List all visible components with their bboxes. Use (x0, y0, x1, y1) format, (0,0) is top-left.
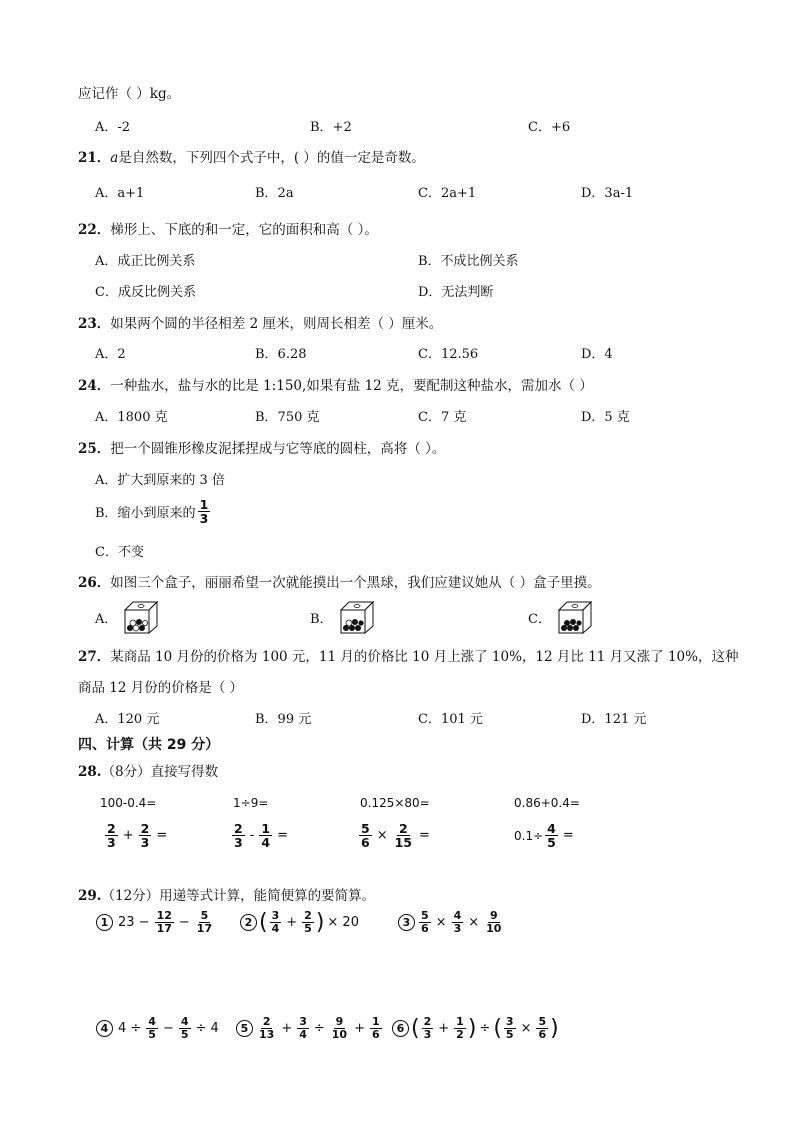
fraction (545, 822, 558, 849)
fraction (297, 1016, 309, 1040)
numerator: 1 (456, 1015, 464, 1029)
numerator: 5 (538, 1015, 547, 1029)
paren-open: ( (493, 1016, 502, 1041)
q28-item-3: 0.125×80= (360, 796, 430, 810)
expression-tail: × 20 (327, 915, 359, 930)
q27-text-line2: 商品 12 月份的价格是（ ） (78, 680, 244, 696)
q28-item-2: 1÷9= (233, 796, 269, 810)
operator: + (286, 915, 298, 930)
operator: + (122, 828, 134, 844)
denominator: 6 (538, 1028, 547, 1041)
fraction (302, 910, 314, 934)
q26-number: 26． (78, 575, 111, 591)
fraction (330, 1016, 349, 1040)
fraction (195, 910, 214, 934)
operator: + (438, 1021, 450, 1036)
q21-option-b[interactable]: B．2a (255, 186, 294, 201)
q28-stem (78, 760, 218, 780)
denominator: 4 (261, 835, 271, 851)
equals: = (562, 828, 574, 844)
q21-option-d[interactable]: D．3a-1 (581, 186, 634, 201)
q26-option-b-label: B． (310, 611, 333, 627)
q27-option-a[interactable]: A．120 元 (95, 712, 160, 727)
numerator: 2 (423, 1015, 432, 1029)
numerator: 5 (421, 909, 429, 922)
paren-open: ( (259, 910, 268, 935)
paren-open: ( (411, 1016, 420, 1041)
numerator: 1 (261, 821, 271, 836)
q26-option-a[interactable] (95, 600, 159, 634)
q25-option-a[interactable]: A．扩大到原来的 3 倍 (95, 473, 225, 488)
q25-option-b-fraction (198, 498, 211, 525)
q28-item-8 (514, 822, 577, 849)
q22-option-b[interactable]: B．不成比例关系 (418, 254, 519, 269)
q27-text-line1: 某商品 10 月份的价格为 100 元，11 月的价格比 10 月上涨了 10%，12 月比 11 月又涨了 10%，这种 (110, 649, 739, 665)
numerator: 1 (372, 1015, 380, 1028)
operator: − (162, 1020, 174, 1036)
q20-option-a[interactable]: A．-2 (95, 120, 131, 135)
q22-number: 22． (78, 222, 111, 238)
q23-option-a[interactable]: A．2 (95, 347, 126, 362)
equals: = (419, 828, 430, 844)
q24-option-d[interactable]: D．5 克 (581, 410, 630, 425)
ball-box-b-icon (339, 600, 375, 634)
q29-text: （12分）用递等式计算，能简便算的要简算。 (101, 888, 376, 904)
denominator: 5 (180, 1027, 189, 1041)
fraction (146, 1016, 158, 1040)
operator: ÷ (313, 1020, 325, 1036)
fraction (454, 1016, 466, 1040)
q26-stem (78, 571, 601, 591)
section-title: 四、计算（共 29 分） (78, 737, 220, 753)
denominator: 3 (140, 835, 150, 851)
q20-option-b[interactable]: B．+2 (310, 120, 352, 135)
fraction (259, 822, 272, 849)
denominator: 4 (299, 1027, 307, 1041)
q24-option-c[interactable]: C．7 克 (418, 410, 467, 425)
equals: = (277, 828, 289, 844)
fraction (504, 1016, 516, 1040)
expression-lead: 0.1÷ (514, 828, 544, 843)
q22-option-d[interactable]: D．无法判断 (418, 285, 494, 300)
q23-option-c[interactable]: C．12.56 (418, 347, 479, 362)
denominator: 10 (331, 1027, 348, 1041)
fraction (232, 822, 245, 849)
fraction (422, 1016, 434, 1040)
q29-problem-2 (240, 910, 362, 935)
denominator: 3 (423, 1028, 432, 1041)
operator: × (376, 828, 388, 844)
q26-option-c[interactable] (528, 600, 593, 634)
fraction (419, 910, 431, 934)
denominator: 5 (547, 835, 556, 851)
ball-box-c-icon (557, 600, 593, 634)
q29-problem-1 (96, 910, 216, 934)
q23-option-b[interactable]: B．6.28 (255, 347, 307, 362)
q21-stem (78, 146, 425, 166)
denominator: 6 (421, 921, 429, 935)
q23-stem (78, 312, 442, 332)
numerator: 3 (299, 1015, 307, 1028)
problem-marker: 6 (392, 1020, 409, 1037)
q24-option-a[interactable]: A．1800 克 (95, 410, 168, 425)
fraction (484, 910, 503, 934)
denominator: 3 (107, 835, 116, 851)
fraction (270, 910, 282, 934)
q22-option-c[interactable]: C．成反比例关系 (95, 285, 196, 300)
numerator: 4 (180, 1015, 189, 1028)
q23-option-d[interactable]: D．4 (581, 347, 613, 362)
q28-text: （8分）直接写得数 (101, 764, 219, 780)
fraction (179, 1016, 191, 1040)
fraction (370, 1016, 382, 1040)
numerator: 9 (489, 909, 498, 922)
q27-option-b[interactable]: B．99 元 (255, 712, 312, 727)
expression-lead: 4 ÷ (118, 1020, 142, 1036)
q22-stem (78, 218, 378, 238)
fraction (359, 822, 372, 849)
numerator: 1 (199, 497, 209, 512)
q21-option-a[interactable]: A．a+1 (95, 186, 145, 201)
numerator: 9 (335, 1015, 344, 1028)
problem-marker: 1 (96, 914, 113, 931)
q29-stem (78, 884, 375, 904)
ball-box-a-icon (123, 600, 159, 634)
q22-text: 梯形上、下底的和一定，它的面积和高（ ）。 (110, 222, 378, 238)
numerator: 2 (234, 821, 243, 836)
q27-stem-line1 (78, 645, 738, 665)
q24-number: 24． (78, 378, 111, 394)
equals: = (156, 828, 168, 844)
q21-number: 21． (78, 150, 111, 166)
q25-option-b[interactable] (95, 498, 212, 525)
q23-number: 23． (78, 316, 111, 332)
denominator: 5 (505, 1028, 514, 1041)
q29-problem-5 (236, 1016, 384, 1040)
denominator: 3 (453, 921, 462, 935)
problem-marker: 4 (96, 1020, 113, 1037)
q29-number: 29. (78, 888, 102, 904)
operator: + (354, 1020, 365, 1036)
expression-tail: ÷ 4 (195, 1020, 219, 1036)
denominator: 4 (271, 922, 280, 935)
q21-option-c[interactable]: C．2a+1 (418, 186, 477, 201)
numerator: 5 (361, 821, 370, 836)
q28-item-1: 100-0.4= (100, 796, 157, 810)
q20-tail: 应记作（ ）kg。 (78, 86, 181, 102)
q28-number: 28. (78, 764, 102, 780)
q27-number: 27． (78, 649, 111, 665)
operator: ÷ (479, 1021, 491, 1036)
problem-marker: 3 (398, 914, 415, 931)
operator: - (249, 828, 255, 844)
problem-marker: 5 (236, 1020, 253, 1037)
paren-close: ) (550, 1016, 559, 1041)
q27-option-c[interactable]: C．101 元 (418, 712, 483, 727)
numerator: 2 (398, 821, 408, 836)
fraction (257, 1016, 276, 1040)
numerator: 2 (304, 909, 312, 923)
numerator: 4 (547, 821, 556, 836)
denominator: 5 (148, 1027, 156, 1041)
q25-text: 把一个圆锥形橡皮泥揉捏成与它等底的圆柱，高将（ ）。 (110, 441, 446, 457)
q28-item-7 (357, 822, 433, 849)
q26-option-c-label: C． (528, 611, 551, 627)
fraction (105, 822, 118, 849)
numerator: 12 (156, 909, 172, 922)
q28-item-6 (230, 822, 291, 849)
fraction (139, 822, 152, 849)
denominator: 6 (361, 835, 370, 851)
q25-option-b-label: B．缩小到原来的 (95, 506, 196, 522)
operator: × (468, 914, 480, 930)
q29-problem-6 (392, 1016, 559, 1041)
denominator: 3 (199, 511, 209, 527)
paren-close: ) (467, 1016, 477, 1041)
q24-text: 一种盐水，盐与水的比是 1:150,如果有盐 12 克，要配制这种盐水，需加水（ ） (110, 378, 593, 394)
q26-text: 如图三个盒子，丽丽希望一次就能摸出一个黑球，我们应建议她从（ ）盒子里摸。 (110, 575, 601, 591)
operator: × (520, 1021, 532, 1036)
q28-item-5 (103, 822, 170, 849)
problem-marker: 2 (240, 914, 257, 931)
denominator: 3 (234, 835, 243, 851)
q25-stem (78, 437, 445, 457)
q26-option-b[interactable] (310, 600, 375, 634)
numerator: 3 (271, 909, 280, 923)
operator: + (281, 1020, 293, 1036)
q29-problem-4 (96, 1016, 222, 1040)
q21-text: 是自然数，下列四个式子中，( ）的值一定是奇数。 (118, 150, 425, 166)
q22-option-a[interactable]: A．成正比例关系 (95, 254, 196, 269)
numerator: 3 (505, 1015, 514, 1029)
q20-option-c[interactable]: C．+6 (528, 120, 571, 135)
q25-number: 25． (78, 441, 111, 457)
denominator: 13 (259, 1027, 275, 1041)
denominator: 17 (196, 921, 213, 935)
operator: − (178, 914, 190, 930)
denominator: 2 (456, 1028, 464, 1041)
numerator: 2 (262, 1015, 271, 1028)
denominator: 10 (486, 921, 502, 935)
denominator: 5 (304, 922, 312, 935)
q23-text: 如果两个圆的半径相差 2 厘米，则周长相差（ ）厘米。 (110, 316, 443, 332)
fraction (393, 822, 414, 849)
q24-option-b[interactable]: B．750 克 (255, 410, 320, 425)
q27-option-d[interactable]: D．121 元 (581, 712, 647, 727)
fraction (452, 910, 464, 934)
q21-variable: a (110, 150, 119, 166)
denominator: 6 (372, 1027, 380, 1041)
paren-close: ) (315, 910, 325, 935)
operator: × (435, 914, 447, 930)
q24-stem (78, 374, 593, 394)
q28-item-4: 0.86+0.4= (514, 796, 580, 810)
numerator: 2 (140, 821, 150, 836)
fraction (536, 1016, 548, 1040)
denominator: 15 (394, 835, 413, 851)
fraction (155, 910, 174, 934)
expression-lead: 23 − (118, 914, 150, 930)
q29-problem-3 (398, 910, 505, 934)
numerator: 5 (200, 909, 209, 922)
numerator: 4 (148, 1015, 156, 1028)
numerator: 2 (107, 821, 116, 836)
q26-option-a-label: A． (95, 611, 118, 627)
numerator: 4 (453, 909, 462, 922)
q25-option-c[interactable]: C．不变 (95, 545, 144, 560)
denominator: 17 (156, 921, 172, 935)
